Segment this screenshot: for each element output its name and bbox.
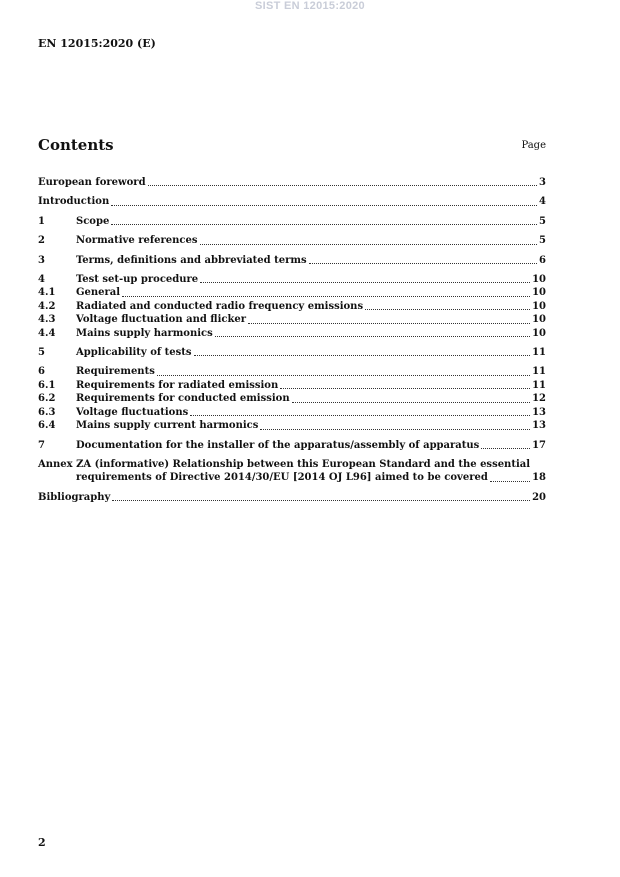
toc-entry-number: 4.2 bbox=[38, 300, 56, 312]
toc-entry-3[interactable] bbox=[38, 254, 546, 267]
leader-dots bbox=[111, 205, 537, 206]
toc-entry-page: 5 bbox=[539, 215, 546, 227]
toc-entry-6-1[interactable] bbox=[38, 379, 546, 392]
toc-entry-page: 10 bbox=[532, 274, 546, 286]
toc-entry-6-3[interactable] bbox=[38, 406, 546, 419]
leader-dots bbox=[122, 296, 530, 297]
toc-entry-annex-za[interactable] bbox=[38, 458, 546, 485]
toc-entry-title: Applicability of tests bbox=[76, 347, 192, 359]
annex-title-line2: requirements of Directive 2014/30/EU [2014 OJ L96] aimed to be covered bbox=[76, 472, 488, 484]
toc-entry-title: Terms, definitions and abbreviated terms bbox=[76, 254, 307, 266]
toc-entry-title: Documentation for the installer of the apparatus/assembly of apparatus bbox=[76, 439, 480, 451]
toc-entry-number: 6.4 bbox=[38, 420, 56, 432]
page-number: 2 bbox=[38, 836, 46, 849]
toc-entry-number: 4 bbox=[38, 274, 45, 286]
toc-entry-number: 1 bbox=[38, 215, 45, 227]
leader-dots bbox=[260, 429, 530, 430]
toc-entry-page: 11 bbox=[532, 379, 546, 391]
leader-dots bbox=[215, 336, 530, 337]
leader-dots bbox=[111, 224, 537, 225]
toc-entry-number: 4.3 bbox=[38, 314, 56, 326]
toc-entry-6[interactable] bbox=[38, 365, 546, 378]
leader-dots bbox=[490, 481, 530, 482]
toc-entry-page: 13 bbox=[532, 420, 546, 432]
toc-entry-title: Voltage fluctuations bbox=[76, 406, 189, 418]
toc-entry-title: Mains supply harmonics bbox=[76, 327, 213, 339]
toc-entry-title: Introduction bbox=[38, 196, 110, 208]
toc-entry-page: 12 bbox=[532, 393, 546, 405]
toc-entry-number: 6 bbox=[38, 366, 45, 378]
toc-entry-page: 4 bbox=[539, 196, 546, 208]
toc-entry-page: 17 bbox=[532, 439, 546, 451]
toc-entry-number: 2 bbox=[38, 235, 45, 247]
watermark: SIST EN 12015:2020 bbox=[255, 0, 365, 12]
toc-entry-1[interactable] bbox=[38, 215, 546, 228]
toc-entry-title: Requirements for radiated emission bbox=[76, 379, 279, 391]
toc-entry-title: Mains supply current harmonics bbox=[76, 420, 259, 432]
toc-entry-6-2[interactable] bbox=[38, 392, 546, 405]
toc-entry-title: Normative references bbox=[76, 235, 198, 247]
toc-entry-number: 6.2 bbox=[38, 393, 56, 405]
toc-entry-page: 11 bbox=[532, 347, 546, 359]
toc-entry-page: 13 bbox=[532, 406, 546, 418]
annex-title-line1: Annex ZA (informative) Relationship between this European Standard and the essential bbox=[38, 458, 531, 470]
toc-entry-4-3[interactable] bbox=[38, 313, 546, 326]
toc-entry-page: 10 bbox=[532, 300, 546, 312]
toc-entry-number: 6.3 bbox=[38, 406, 56, 418]
leader-dots bbox=[248, 323, 530, 324]
leader-dots bbox=[292, 402, 530, 403]
toc-entry-title: Requirements for conducted emission bbox=[76, 393, 290, 405]
leader-dots bbox=[481, 448, 530, 449]
toc-entry-4[interactable] bbox=[38, 273, 546, 286]
toc-entry-title: Bibliography bbox=[38, 491, 111, 503]
toc-entry-number: 3 bbox=[38, 254, 45, 266]
toc-entry-page: 10 bbox=[532, 327, 546, 339]
leader-dots bbox=[112, 500, 530, 501]
toc-entry-page: 11 bbox=[532, 366, 546, 378]
document-id: EN 12015:2020 (E) bbox=[38, 37, 156, 50]
toc-entry-foreword[interactable] bbox=[38, 176, 546, 189]
leader-dots bbox=[200, 282, 530, 283]
toc-entry-introduction[interactable] bbox=[38, 195, 546, 208]
toc-entry-page: 10 bbox=[532, 314, 546, 326]
leader-dots bbox=[309, 263, 537, 264]
contents-title: Contents bbox=[38, 136, 114, 154]
page-column-label: Page bbox=[521, 140, 546, 151]
toc-entry-5[interactable] bbox=[38, 346, 546, 359]
toc-entry-title: European foreword bbox=[38, 177, 146, 188]
toc-entry-title: Requirements bbox=[76, 366, 155, 378]
leader-dots bbox=[365, 309, 530, 310]
leader-dots bbox=[200, 244, 538, 245]
toc-entry-title: Radiated and conducted radio frequency emissions bbox=[76, 300, 364, 312]
toc-entry-bibliography[interactable] bbox=[38, 491, 546, 504]
toc-entry-page: 6 bbox=[539, 254, 546, 266]
toc-entry-7[interactable] bbox=[38, 439, 546, 452]
toc-entry-4-1[interactable] bbox=[38, 286, 546, 299]
table-of-contents bbox=[38, 176, 546, 504]
toc-entry-2[interactable] bbox=[38, 234, 546, 247]
toc-entry-title: Test set-up procedure bbox=[76, 274, 199, 286]
toc-entry-page: 3 bbox=[539, 177, 546, 188]
leader-dots bbox=[280, 388, 530, 389]
leader-dots bbox=[157, 375, 530, 376]
leader-dots bbox=[190, 415, 530, 416]
toc-entry-number: 5 bbox=[38, 347, 45, 359]
leader-dots bbox=[194, 355, 531, 356]
toc-entry-page: 18 bbox=[532, 472, 546, 484]
toc-entry-number: 6.1 bbox=[38, 379, 56, 391]
toc-entry-title: General bbox=[76, 287, 121, 299]
toc-entry-number: 4.4 bbox=[38, 327, 56, 339]
toc-entry-4-4[interactable] bbox=[38, 327, 546, 340]
toc-entry-page: 5 bbox=[539, 235, 546, 247]
toc-entry-number: 7 bbox=[38, 439, 45, 451]
toc-entry-page: 10 bbox=[532, 287, 546, 299]
toc-entry-4-2[interactable] bbox=[38, 300, 546, 313]
toc-entry-title: Voltage fluctuation and flicker bbox=[76, 314, 247, 326]
leader-dots bbox=[148, 185, 537, 186]
toc-entry-page: 20 bbox=[532, 491, 546, 503]
toc-entry-title: Scope bbox=[76, 215, 110, 227]
toc-entry-6-4[interactable] bbox=[38, 419, 546, 432]
toc-entry-number: 4.1 bbox=[38, 287, 56, 299]
